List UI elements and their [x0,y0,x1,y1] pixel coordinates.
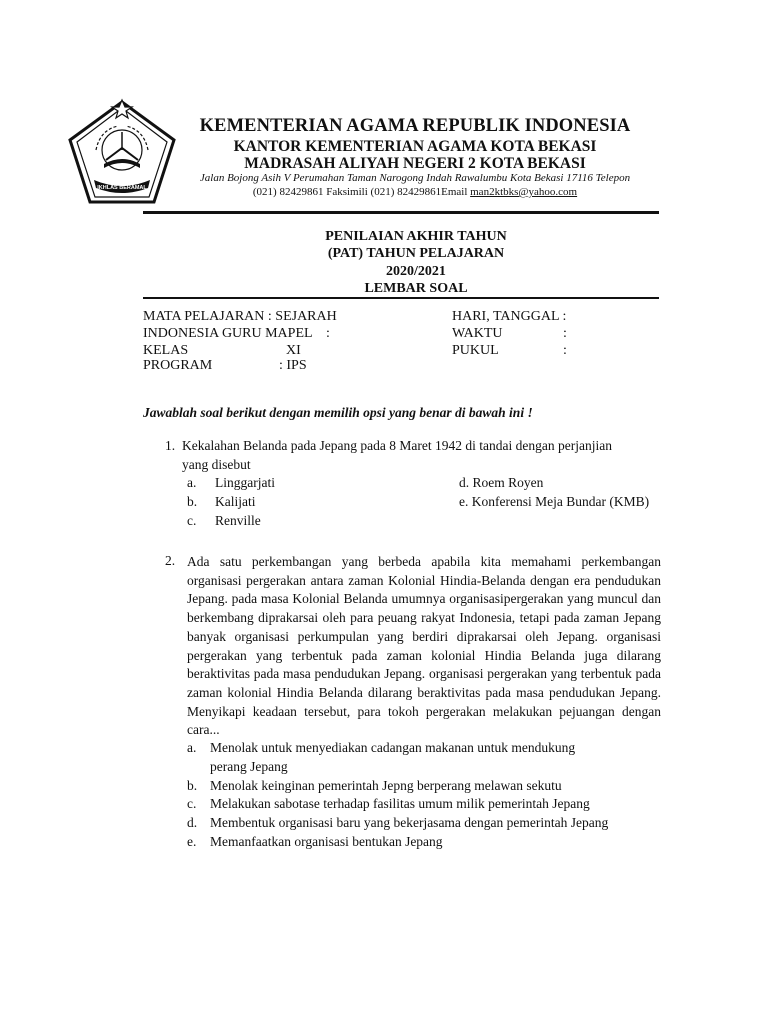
q1-option-e[interactable] [459,494,649,510]
header-address: Jalan Bojong Asih V Perumahan Taman Narogong Indah Rawalumbu Kota Bekasi 17116 Telepon [199,172,631,184]
option-text: Menolak keinginan pemerintah Jepng berperang melawan sekutu [210,777,562,793]
question-1 [165,437,665,474]
title-divider [143,297,659,299]
header-contact [170,186,660,198]
class-label: KELAS [143,343,189,358]
day-date-label: HARI, TANGGAL : [452,309,567,324]
ministry-emblem-logo [66,98,178,206]
program-label: PROGRAM [143,358,213,373]
teacher-label: INDONESIA GURU MAPEL : [143,326,330,341]
q2-option-a[interactable] [187,739,661,758]
option-letter: b. [187,777,198,793]
letterhead-divider [143,211,659,214]
option-letter: a. [187,475,197,490]
exam-sheet-label: LEMBAR SOAL [364,281,468,296]
question-2-options [187,739,661,852]
option-letter: b. [187,494,198,509]
option-text: Menolak untuk menyediakan cadangan makanan untuk mendukung [210,740,576,755]
exam-year: 2020/2021 [386,264,446,279]
q2-option-e[interactable] [187,833,661,852]
option-letter: e. [187,833,197,849]
hour-value: : [563,343,567,358]
header-email-link[interactable]: man2ktbks@yahoo.com [470,186,578,198]
header-school-name: MADRASAH ALIYAH NEGERI 2 KOTA BEKASI [244,155,586,172]
class-value: XI [286,343,301,358]
exam-title-line1: PENILAIAN AKHIR TAHUN [325,229,507,244]
option-letter: d. [187,815,198,831]
question-2-text: Ada satu perkembangan yang berbeda apabila kita memahami perkembangan organisasi pergerakan antara zaman Kolonial Hindia-Belanda dengan era pendudukan Jepang. pada masa Kolonial Belanda umumnya organisasipergerakan yang muncul dan berkembang diprakarsai oleh para peuang rakyat Indonesia, tetapi pada zaman Jepang banyak organisasi perkumpulan yang berdiri diprakarsai oleh Jepang. organisasi pergerakan yang terbentuk pada zaman kolonial Hindia Belanda juga dilarang beraktivitas pada masa pendudukan Jepang. organisasi pergerakan yang terbentuk pada zaman kolonial Hindia Belanda dilarang beraktivitas pada masa pendudukan Jepang. Menyikapi keadaan tersebut, para tokoh pergerakan melakukan pejuangan dengan cara... [187,554,661,738]
option-letter: a. [187,740,197,755]
option-text: Renville [215,513,261,528]
option-letter: d. [459,475,470,490]
q1-option-b[interactable] [187,494,256,510]
header-office-name: KANTOR KEMENTERIAN AGAMA KOTA BEKASI [233,138,597,155]
q2-option-b[interactable] [187,777,661,796]
question-1-text-line1: Kekalahan Belanda pada Jepang pada 8 Maret 1942 di tandai dengan perjanjian [182,438,612,453]
hour-label: PUKUL [452,343,499,358]
q1-option-a[interactable] [187,475,275,491]
option-text: Melakukan sabotase terhadap fasilitas umum milik pemerintah Jepang [210,796,590,812]
subject-label: MATA PELAJARAN : SEJARAH [143,309,337,324]
instruction-text: Jawablah soal berikut dengan memilih opsi yang benar di bawah ini ! [143,405,533,420]
q1-option-d[interactable] [459,475,543,491]
question-1-text-line2: yang disebut [182,456,251,472]
option-text: Linggarjati [215,475,275,490]
option-text: Roem Royen [472,475,544,490]
option-text: Memanfaatkan organisasi bentukan Jepang [210,833,443,849]
option-text: Membentuk organisasi baru yang bekerjasama dengan pemerintah Jepang [210,815,609,831]
q2-option-c[interactable] [187,795,661,814]
q2-option-d[interactable] [187,814,661,833]
logo-motto: IKHLAS BERAMAL [97,185,147,191]
q1-option-c[interactable] [187,513,261,529]
exam-title-line2: (PAT) TAHUN PELAJARAN [327,246,505,261]
header-phone-fax: (021) 82429861 Faksimili (021) 82429861Email [252,186,471,198]
option-letter: e. [459,494,469,509]
time-label: WAKTU [452,326,503,341]
option-letter: c. [187,513,197,528]
time-value: : [563,326,567,341]
program-value: : IPS [279,358,307,373]
option-text: Konferensi Meja Bundar (KMB) [471,494,650,509]
option-letter: c. [187,796,197,812]
q2-option-a-continued[interactable]: perang Jepang [210,758,288,774]
question-1-number: 1. [165,438,176,453]
option-text: Kalijati [215,494,256,509]
header-ministry-name: KEMENTERIAN AGAMA REPUBLIK INDONESIA [199,116,631,136]
question-2-number: 2. [165,553,176,568]
